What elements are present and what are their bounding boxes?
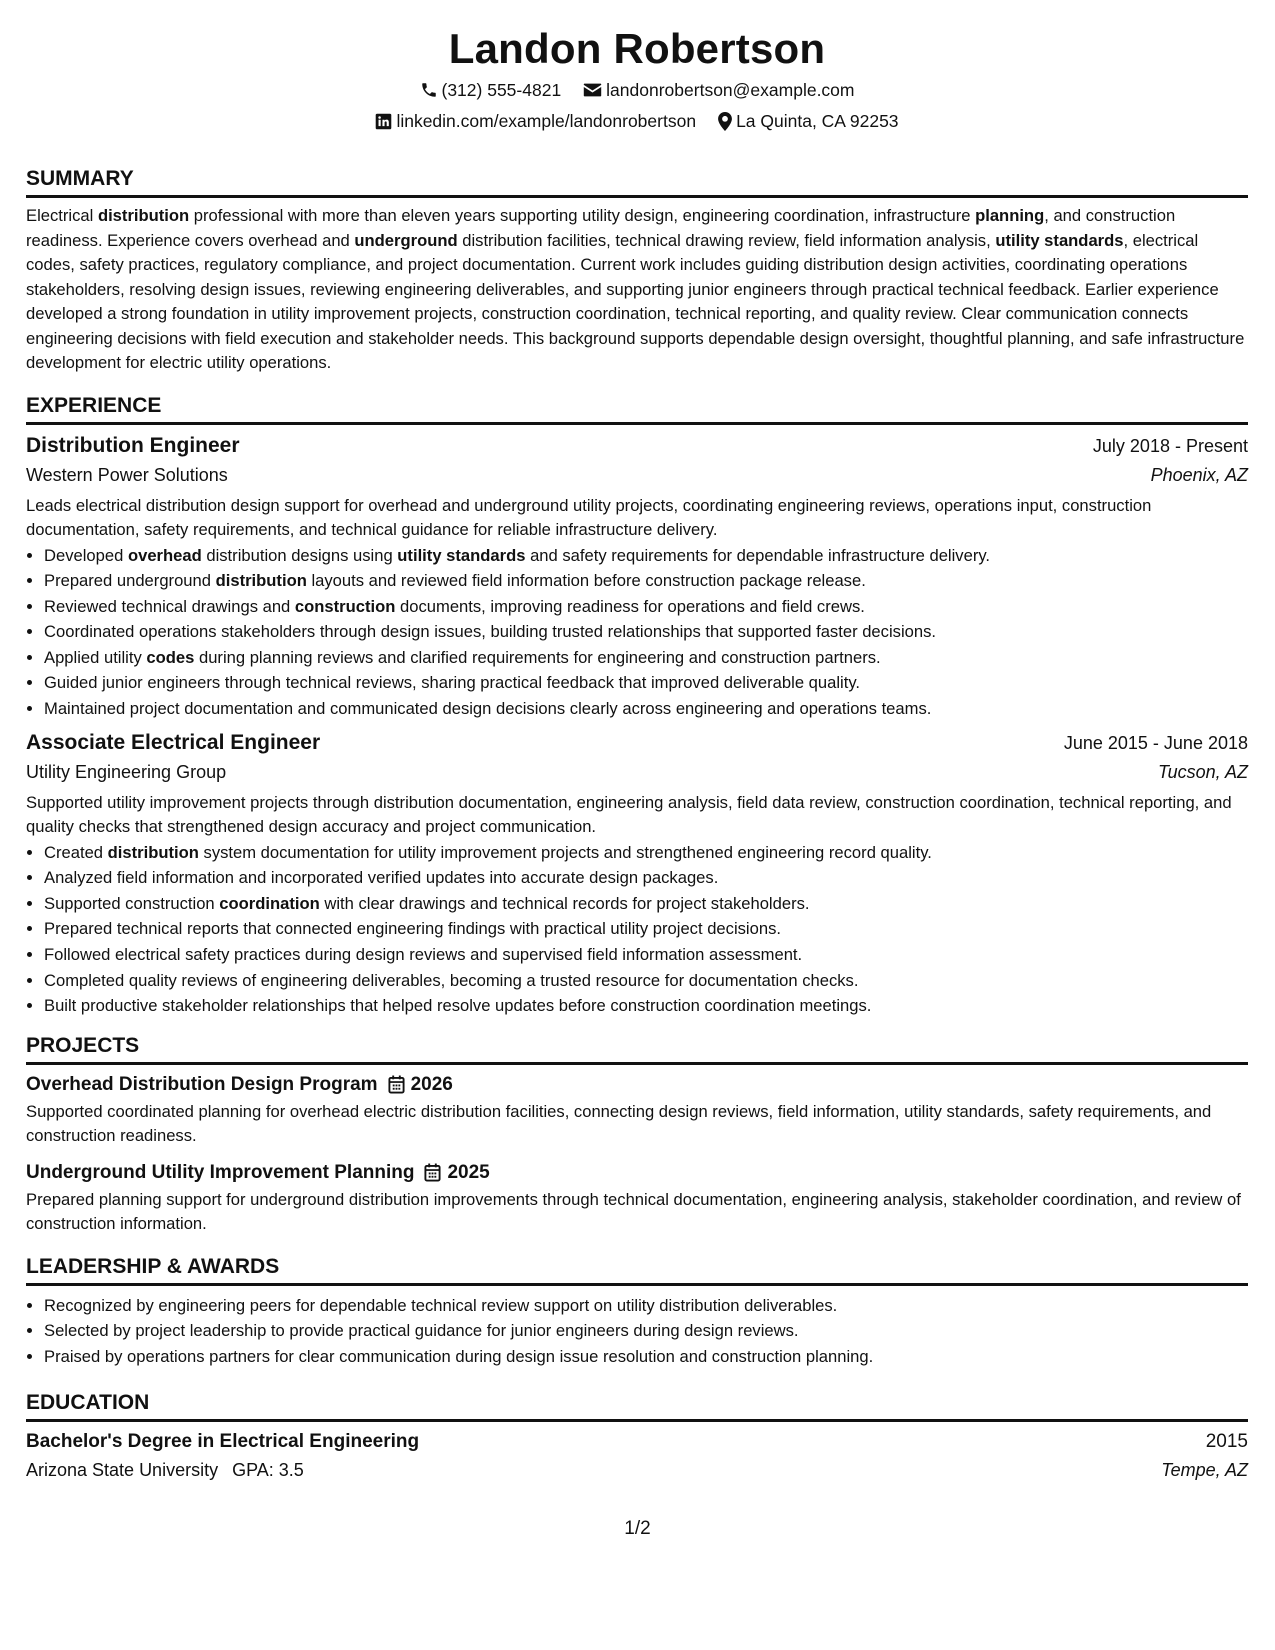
project-year: 2026: [410, 1073, 453, 1095]
text-run: Analyzed field information and incorporated verified updates into accurate design packages.: [44, 868, 719, 888]
text-run: , electrical codes, safety practices, regulatory compliance, and project documentation. Current work includes guiding distribution design activities, coordinating operations stakeholders, resolving design issues, reviewing engineering deliverables, and supporting junior engineers through practical technical feedback. Earlier experience developed a strong foundation in utility improvement projects, construction coordination, technical reporting, and quality review. Clear communication connects engineering decisions with field execution and stakeholder needs. This background supports dependable design oversight, thoughtful planning, and safe infrastructure development for electric utility operations.: [26, 230, 1245, 372]
section-title-education: EDUCATION: [26, 1390, 1248, 1422]
envelope-icon: [583, 82, 602, 98]
list-item: [44, 840, 1248, 866]
emphasis-text: construction: [294, 596, 396, 616]
linkedin-contact[interactable]: [375, 110, 696, 132]
job-dates: June 2015 - June 2018: [1063, 732, 1248, 753]
text-run: , and construction readiness. Experience covers overhead and: [26, 206, 1176, 250]
emphasis-text: distribution: [215, 571, 307, 591]
text-run: Prepared technical reports that connected engineering findings with practical utility project decisions.: [44, 919, 781, 939]
location-text: La Quinta, CA 92253: [736, 111, 899, 131]
education-location: Tempe, AZ: [1161, 1459, 1248, 1480]
emphasis-text: overhead: [127, 545, 202, 565]
education-school-group: [26, 1457, 304, 1483]
text-run: Coordinated operations stakeholders through design issues, building trusted relationships that supported faster decisions.: [44, 622, 936, 642]
email-text: landonrobertson@example.com: [606, 80, 855, 100]
job-description: Supported utility improvement projects through distribution documentation, engineering analysis, field data review, construction coordination, technical reporting, and quality checks that strengthened design accuracy and project communication.: [26, 792, 1232, 837]
project-year-group: [388, 1072, 453, 1098]
job-location: Phoenix, AZ: [1150, 464, 1248, 485]
map-pin-icon: [718, 112, 732, 131]
project-name: Overhead Distribution Design Program: [26, 1073, 378, 1095]
phone-text: (312) 555-4821: [441, 80, 562, 100]
contact-row-primary: [26, 79, 1248, 101]
list-item: [44, 891, 1248, 917]
job-header: [26, 729, 1248, 757]
job-subheader: [26, 462, 1248, 488]
text-run: with clear drawings and technical records for project stakeholders.: [319, 893, 810, 913]
list-item: [44, 968, 1248, 994]
calendar-icon: [424, 1163, 441, 1182]
text-run: and safety requirements for dependable infrastructure delivery.: [525, 545, 991, 565]
linkedin-icon: [375, 113, 392, 130]
text-run: Completed quality reviews of engineering deliverables, becoming a trusted resource for documentation checks.: [44, 970, 859, 990]
job-bullets: [26, 543, 1248, 722]
education-year: 2015: [1205, 1430, 1248, 1452]
text-run: professional with more than eleven years supporting utility design, engineering coordination, infrastructure: [189, 206, 976, 225]
text-run: system documentation for utility improvement projects and strengthened engineering record quality.: [198, 842, 932, 862]
project-name: Underground Utility Improvement Planning: [26, 1161, 415, 1183]
phone-contact[interactable]: [420, 79, 562, 101]
list-item: [44, 993, 1248, 1019]
job-header: [26, 432, 1248, 460]
list-item: [44, 594, 1248, 620]
text-run: layouts and reviewed field information before construction package release.: [306, 571, 866, 591]
text-run: distribution designs using: [201, 545, 398, 565]
job-entry: [26, 729, 1248, 1019]
job-dates: July 2018 - Present: [1092, 435, 1248, 456]
emphasis-text: planning: [975, 206, 1045, 225]
leadership-list: [26, 1293, 1248, 1370]
resume-page: [26, 0, 1248, 1483]
summary-text: [26, 204, 1248, 376]
project-description: Supported coordinated planning for overhead electric distribution facilities, connecting design reviews, field information, utility standards, safety requirements, and construction readiness.: [26, 1101, 1212, 1146]
list-item: [44, 670, 1248, 696]
text-run: Followed electrical safety practices during design reviews and supervised field information assessment.: [44, 945, 803, 965]
section-title-leadership: LEADERSHIP & AWARDS: [26, 1254, 1248, 1286]
education-header: [26, 1429, 1248, 1455]
text-run: Electrical: [26, 206, 98, 225]
job-title: Distribution Engineer: [26, 433, 240, 457]
list-item: [44, 865, 1248, 891]
project-entry: [26, 1072, 1248, 1149]
email-contact[interactable]: [583, 79, 854, 101]
text-run: during planning reviews and clarified requirements for engineering and construction partners.: [194, 647, 881, 667]
linkedin-text: linkedin.com/example/landonrobertson: [396, 111, 697, 131]
text-run: Created: [44, 842, 108, 862]
job-bullets: [26, 840, 1248, 1019]
candidate-name: Landon Robertson: [448, 25, 826, 72]
list-item: [44, 619, 1248, 645]
job-company: Western Power Solutions: [26, 464, 228, 485]
section-title-projects: PROJECTS: [26, 1033, 1248, 1065]
calendar-icon: [388, 1075, 405, 1094]
job-location: Tucson, AZ: [1157, 761, 1248, 782]
job-entry: [26, 432, 1248, 722]
education-degree: Bachelor's Degree in Electrical Engineering: [26, 1430, 420, 1452]
emphasis-text: distribution: [107, 842, 199, 862]
emphasis-text: coordination: [219, 893, 320, 913]
project-header: [26, 1160, 1248, 1186]
text-run: Built productive stakeholder relationships that helped resolve updates before construction coordination meetings.: [44, 996, 872, 1016]
education-subheader: [26, 1457, 1248, 1483]
job-title: Associate Electrical Engineer: [26, 730, 321, 754]
job-company: Utility Engineering Group: [26, 761, 227, 782]
text-run: Maintained project documentation and communicated design decisions clearly across engineering and operations teams.: [44, 699, 932, 719]
project-year: 2025: [447, 1161, 490, 1183]
contact-row-secondary: [26, 110, 1248, 132]
list-item: • Recognized by engineering peers for dependable technical review support on utility distribution deliverables.: [44, 1293, 1248, 1319]
text-run: Supported construction: [44, 893, 220, 913]
phone-icon: [420, 81, 438, 99]
project-entry: [26, 1160, 1248, 1237]
text-run: Guided junior engineers through technical reviews, sharing practical feedback that improved deliverable quality.: [44, 673, 861, 693]
list-item: [44, 568, 1248, 594]
text-run: Prepared underground: [44, 571, 216, 591]
text-run: distribution facilities, technical drawing review, field information analysis,: [457, 230, 996, 250]
emphasis-text: distribution: [97, 206, 190, 225]
job-subheader: [26, 759, 1248, 785]
list-item: [44, 942, 1248, 968]
list-item: [44, 645, 1248, 671]
page-number: 1/2: [624, 1518, 651, 1539]
project-description: Prepared planning support for underground distribution improvements through technical documentation, engineering analysis, stakeholder coordination, and review of construction information.: [26, 1189, 1241, 1234]
list-item: [44, 696, 1248, 722]
text-run: documents, improving readiness for operations and field crews.: [395, 596, 865, 616]
text-run: Applied utility: [44, 647, 147, 667]
education-gpa: GPA: 3.5: [232, 1459, 304, 1480]
education-school: Arizona State University: [26, 1459, 219, 1480]
project-year-group: [424, 1160, 489, 1186]
text-run: Reviewed technical drawings and: [44, 596, 295, 616]
emphasis-text: codes: [146, 647, 195, 667]
emphasis-text: utility standards: [397, 545, 526, 565]
location-contact: [718, 110, 898, 132]
text-run: Developed: [44, 545, 128, 565]
list-item: • Selected by project leadership to provide practical guidance for junior engineers during design reviews.: [44, 1318, 1248, 1344]
list-item: [44, 916, 1248, 942]
section-title-summary: SUMMARY: [26, 166, 1248, 198]
project-header: [26, 1072, 1248, 1098]
emphasis-text: utility standards: [995, 230, 1124, 250]
list-item: [44, 543, 1248, 569]
job-description: Leads electrical distribution design support for overhead and underground utility projects, coordinating engineering reviews, operations input, construction documentation, safety requirements, and technical guidance for reliable infrastructure delivery.: [26, 495, 1152, 539]
list-item: • Praised by operations partners for clear communication during design issue resolution and construction planning.: [44, 1344, 1248, 1370]
emphasis-text: underground: [354, 230, 458, 250]
section-title-experience: EXPERIENCE: [26, 393, 1248, 425]
